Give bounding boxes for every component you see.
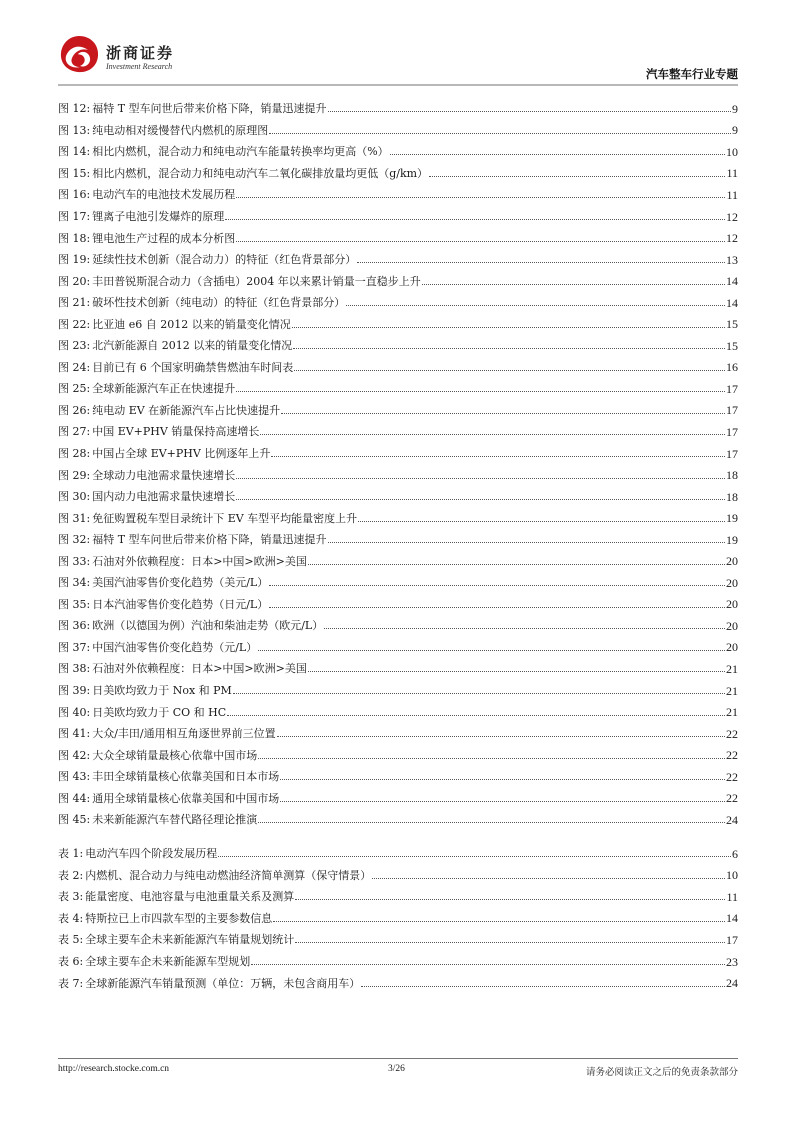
dot-leader bbox=[295, 942, 725, 943]
toc-entry-title: 相比内燃机，混合动力和纯电动汽车能量转换率均更高（%） bbox=[92, 145, 389, 159]
toc-entry-label: 图 31: bbox=[58, 511, 91, 525]
toc-entry-label: 图 18: bbox=[58, 231, 91, 245]
figure-toc-entry[interactable] bbox=[58, 572, 738, 594]
toc-entry-label: 图 33: bbox=[58, 554, 91, 568]
dot-leader bbox=[346, 305, 725, 306]
dot-leader bbox=[233, 693, 725, 694]
table-toc-entry[interactable] bbox=[58, 886, 738, 908]
toc-entry-page: 17 bbox=[726, 424, 738, 439]
toc-entry-title: 丰田全球销量核心依靠美国和日本市场 bbox=[92, 770, 280, 784]
figure-toc-entry[interactable] bbox=[58, 464, 738, 486]
toc-entry-page: 10 bbox=[726, 868, 738, 883]
toc-entry-title: 纯电动 EV 在新能源汽车占比快速提升 bbox=[92, 403, 281, 417]
figure-toc-entry[interactable] bbox=[58, 163, 738, 185]
dot-leader bbox=[294, 370, 725, 371]
toc-entry-title: 大众全球销量最核心依靠中国市场 bbox=[92, 748, 258, 762]
toc-entry-label: 图 16: bbox=[58, 188, 91, 202]
toc-entry-label: 图 36: bbox=[58, 619, 91, 633]
toc-entry-page: 9 bbox=[732, 123, 738, 138]
figure-toc-entry[interactable] bbox=[58, 658, 738, 680]
toc-entry-page: 20 bbox=[726, 618, 738, 633]
toc-entry-label: 图 40: bbox=[58, 705, 91, 719]
toc-entry-label: 表 3: bbox=[58, 890, 84, 904]
toc-entry-page: 15 bbox=[726, 338, 738, 353]
toc-entry-page: 11 bbox=[726, 187, 738, 202]
figure-toc-entry[interactable] bbox=[58, 206, 738, 228]
toc-entry-label: 图 30: bbox=[58, 490, 91, 504]
figure-toc-entry[interactable] bbox=[58, 120, 738, 142]
dot-leader bbox=[236, 197, 725, 198]
figure-toc-entry[interactable] bbox=[58, 249, 738, 271]
toc-entry-label: 图 22: bbox=[58, 317, 91, 331]
figure-toc-entry[interactable] bbox=[58, 313, 738, 335]
dot-leader bbox=[277, 736, 725, 737]
figure-toc-entry[interactable] bbox=[58, 550, 738, 572]
toc-entry-label: 图 44: bbox=[58, 791, 91, 805]
toc-entry-title: 福特 T 型车问世后带来价格下降，销量迅速提升 bbox=[92, 533, 327, 547]
toc-entry-title: 电动汽车四个阶段发展历程 bbox=[85, 847, 218, 861]
figure-toc-entry[interactable] bbox=[58, 292, 738, 314]
toc-entry-title: 美国汽油零售价变化趋势（美元/L） bbox=[92, 576, 269, 590]
footer-disclaimer: 请务必阅读正文之后的免责条款部分 bbox=[585, 1067, 738, 1078]
toc-entry-label: 图 25: bbox=[58, 382, 91, 396]
toc-entry-page: 20 bbox=[726, 640, 738, 655]
figure-toc-entry[interactable] bbox=[58, 637, 738, 659]
toc-entry-page: 19 bbox=[726, 532, 738, 547]
toc-entry-label: 图 26: bbox=[58, 403, 91, 417]
figure-toc-entry[interactable] bbox=[58, 788, 738, 810]
toc-entry-page: 20 bbox=[726, 575, 738, 590]
toc-entry-label: 图 13: bbox=[58, 123, 91, 137]
toc-entry-title: 北汽新能源自 2012 以来的销量变化情况 bbox=[92, 339, 293, 353]
table-toc-entry[interactable] bbox=[58, 865, 738, 887]
toc-entry-title: 福特 T 型车问世后带来价格下降，销量迅速提升 bbox=[92, 102, 327, 116]
toc-entry-label: 图 41: bbox=[58, 727, 91, 741]
dot-leader bbox=[258, 822, 725, 823]
footer-divider bbox=[58, 1058, 738, 1059]
toc-entry-label: 图 28: bbox=[58, 447, 91, 461]
toc-entry-page: 11 bbox=[726, 166, 738, 181]
toc-entry-label: 图 21: bbox=[58, 296, 91, 310]
toc-entry-title: 全球主要车企未来新能源汽车销量规划统计 bbox=[85, 933, 295, 947]
dot-leader bbox=[218, 856, 731, 857]
dot-leader bbox=[273, 921, 725, 922]
toc-entry-page: 22 bbox=[726, 791, 738, 806]
toc-entry-title: 全球新能源汽车正在快速提升 bbox=[92, 382, 236, 396]
dot-leader bbox=[236, 478, 725, 479]
toc-entry-title: 丰田普锐斯混合动力（含插电）2004 年以来累计销量一直稳步上升 bbox=[92, 274, 421, 288]
dot-leader bbox=[293, 348, 725, 349]
toc-entry-label: 图 29: bbox=[58, 468, 91, 482]
toc-entry-label: 表 7: bbox=[58, 976, 84, 990]
toc-entry-label: 图 20: bbox=[58, 274, 91, 288]
toc-entry-label: 图 23: bbox=[58, 339, 91, 353]
toc-entry-title: 电动汽车的电池技术发展历程 bbox=[92, 188, 236, 202]
toc-entry-title: 目前已有 6 个国家明确禁售燃油车时间表 bbox=[92, 360, 294, 374]
toc-entry-page: 21 bbox=[726, 705, 738, 720]
toc-entry-page: 17 bbox=[726, 381, 738, 396]
toc-entry-page: 11 bbox=[726, 889, 738, 904]
toc-entry-title: 全球主要车企未来新能源车型规划 bbox=[85, 955, 251, 968]
dot-leader bbox=[429, 176, 725, 177]
dot-leader bbox=[236, 241, 725, 242]
dot-leader bbox=[295, 899, 725, 900]
toc-entry-title: 纯电动相对缓慢替代内燃机的原理图 bbox=[92, 123, 269, 137]
toc-entry-title: 日本汽油零售价变化趋势（日元/L） bbox=[92, 597, 269, 611]
toc-entry-title: 通用全球销量核心依靠美国和中国市场 bbox=[92, 791, 280, 805]
toc-entry-title: 中国汽油零售价变化趋势（元/L） bbox=[92, 640, 258, 654]
toc-entry-label: 图 17: bbox=[58, 210, 91, 223]
toc-entry-title: 破坏性技术创新（纯电动）的特征（红色背景部分） bbox=[92, 296, 346, 310]
dot-leader bbox=[271, 456, 725, 457]
toc-entry-title: 全球动力电池需求量快速增长 bbox=[92, 468, 236, 482]
table-list bbox=[58, 843, 738, 994]
toc-entry-title: 欧洲（以德国为例）汽油和柴油走势（欧元/L） bbox=[92, 619, 324, 633]
dot-leader bbox=[260, 434, 725, 435]
page-footer bbox=[58, 1064, 738, 1080]
toc-entry-label: 图 42: bbox=[58, 748, 91, 762]
dot-leader bbox=[251, 964, 725, 965]
toc-entry-title: 中国占全球 EV+PHV 比例逐年上升 bbox=[92, 447, 271, 461]
table-toc-entry[interactable] bbox=[58, 972, 738, 994]
dot-leader bbox=[308, 564, 725, 565]
dot-leader bbox=[328, 542, 725, 543]
toc-entry-label: 图 37: bbox=[58, 640, 91, 654]
figure-toc-entry[interactable] bbox=[58, 809, 738, 831]
dot-leader bbox=[324, 628, 725, 629]
figure-toc-entry[interactable] bbox=[58, 421, 738, 443]
dot-leader bbox=[358, 521, 725, 522]
toc-entry-page: 13 bbox=[726, 252, 738, 267]
figure-toc-entry[interactable] bbox=[58, 701, 738, 723]
toc-entry-title: 比亚迪 e6 自 2012 以来的销量变化情况 bbox=[92, 317, 291, 331]
toc-entry-page: 23 bbox=[726, 954, 738, 969]
report-title: 汽车整车行业专题 bbox=[646, 67, 738, 81]
figure-list bbox=[58, 98, 738, 831]
toc-entry-page: 15 bbox=[726, 317, 738, 332]
dot-leader bbox=[357, 262, 725, 263]
toc-entry-page: 10 bbox=[726, 144, 738, 159]
toc-entry-title: 大众/丰田/通用相互角逐世界前三位置 bbox=[92, 727, 276, 741]
toc-entry-label: 表 6: bbox=[58, 955, 84, 968]
figure-toc-entry[interactable] bbox=[58, 766, 738, 788]
toc-entry-page: 24 bbox=[726, 812, 738, 827]
toc-entry-title: 国内动力电池需求量快速增长 bbox=[92, 490, 236, 504]
dot-leader bbox=[361, 986, 725, 987]
toc-entry-title: 相比内燃机，混合动力和纯电动汽车二氧化碳排放量均更低（g/km） bbox=[92, 166, 429, 180]
toc-entry-page: 14 bbox=[726, 911, 738, 926]
toc-entry-title: 锂电池生产过程的成本分析图 bbox=[92, 231, 236, 245]
toc-entry-page: 9 bbox=[732, 101, 738, 116]
toc-entry-title: 日美欧均致力于 CO 和 HC bbox=[92, 705, 227, 719]
toc-entry-label: 表 5: bbox=[58, 933, 84, 947]
toc-entry-page: 20 bbox=[726, 554, 738, 569]
figure-toc-entry[interactable] bbox=[58, 680, 738, 702]
dot-leader bbox=[328, 111, 731, 112]
toc-entry-title: 全球新能源汽车销量预测（单位：万辆，未包含商用车） bbox=[85, 976, 361, 990]
toc-entry-label: 表 2: bbox=[58, 868, 84, 882]
toc-entry-title: 延续性技术创新（混合动力）的特征（红色背景部分） bbox=[92, 253, 357, 267]
toc-entry-page: 12 bbox=[726, 231, 738, 246]
toc-entry-label: 表 4: bbox=[58, 911, 84, 925]
logo-english-name: Investment Research bbox=[106, 62, 173, 71]
figure-toc-entry[interactable] bbox=[58, 335, 738, 357]
toc-entry-page: 22 bbox=[726, 769, 738, 784]
toc-entry-page: 6 bbox=[732, 846, 738, 861]
toc-entry-page: 17 bbox=[726, 403, 738, 418]
toc-entry-page: 21 bbox=[726, 683, 738, 698]
figure-toc-entry[interactable] bbox=[58, 378, 738, 400]
figure-toc-entry[interactable] bbox=[58, 744, 738, 766]
dot-leader bbox=[281, 413, 725, 414]
figure-toc-entry[interactable] bbox=[58, 507, 738, 529]
figure-toc-entry[interactable] bbox=[58, 615, 738, 637]
toc-entry-page: 19 bbox=[726, 511, 738, 526]
toc-entry-title: 中国 EV+PHV 销量保持高速增长 bbox=[92, 425, 260, 439]
toc-entry-label: 图 39: bbox=[58, 684, 91, 698]
toc-entry-label: 图 38: bbox=[58, 662, 91, 676]
dot-leader bbox=[390, 154, 725, 155]
toc-entry-label: 图 19: bbox=[58, 253, 91, 267]
footer-url[interactable]: http://research.stocke.com.cn bbox=[58, 1064, 170, 1074]
toc-entry-label: 图 15: bbox=[58, 166, 91, 180]
toc-entry-label: 图 43: bbox=[58, 770, 91, 784]
dot-leader bbox=[372, 878, 725, 879]
figure-toc-entry[interactable] bbox=[58, 357, 738, 379]
toc-entry-page: 21 bbox=[726, 661, 738, 676]
dot-leader bbox=[236, 391, 725, 392]
toc-entry-page: 20 bbox=[726, 597, 738, 612]
toc-entry-page: 17 bbox=[726, 446, 738, 461]
table-toc-entry[interactable] bbox=[58, 843, 738, 865]
toc-entry-page: 17 bbox=[726, 932, 738, 947]
table-toc-entry[interactable] bbox=[58, 908, 738, 930]
toc-entry-title: 日美欧均致力于 Nox 和 PM bbox=[92, 684, 232, 698]
dot-leader bbox=[225, 219, 725, 220]
figure-toc-entry[interactable] bbox=[58, 184, 738, 206]
dot-leader bbox=[292, 327, 725, 328]
toc-entry-page: 16 bbox=[726, 360, 738, 375]
dot-leader bbox=[269, 133, 731, 134]
table-toc-entry[interactable] bbox=[58, 951, 738, 973]
toc-entry-label: 图 35: bbox=[58, 597, 91, 611]
toc-entry-title: 石油对外依赖程度：日本>中国>欧洲>美国 bbox=[92, 554, 307, 568]
figure-toc-entry[interactable] bbox=[58, 594, 738, 616]
toc-entry-page: 24 bbox=[726, 976, 738, 991]
figure-toc-entry[interactable] bbox=[58, 141, 738, 163]
figure-toc-entry[interactable] bbox=[58, 443, 738, 465]
toc-entry-page: 14 bbox=[726, 274, 738, 289]
dot-leader bbox=[258, 650, 725, 651]
logo-icon bbox=[58, 34, 100, 74]
toc-entry-label: 图 14: bbox=[58, 145, 91, 159]
toc-entry-page: 22 bbox=[726, 726, 738, 741]
figure-toc-entry[interactable] bbox=[58, 529, 738, 551]
dot-leader bbox=[308, 671, 725, 672]
figure-toc-entry[interactable] bbox=[58, 270, 738, 292]
page-number: 3/26 bbox=[388, 1064, 405, 1074]
figure-toc-entry[interactable] bbox=[58, 723, 738, 745]
header-divider bbox=[58, 84, 738, 86]
dot-leader bbox=[280, 801, 725, 802]
toc-entry-label: 图 32: bbox=[58, 533, 91, 547]
toc-entry-title: 特斯拉已上市四款车型的主要参数信息 bbox=[85, 911, 273, 925]
toc-entry-page: 18 bbox=[726, 489, 738, 504]
toc-entry-label: 图 34: bbox=[58, 576, 91, 590]
logo-chinese-name: 浙商证券 bbox=[106, 44, 175, 62]
page-header bbox=[58, 34, 738, 84]
toc-entry-page: 22 bbox=[726, 748, 738, 763]
toc-entry-page: 18 bbox=[726, 468, 738, 483]
toc-entry-title: 石油对外依赖程度：日本>中国>欧洲>美国 bbox=[92, 662, 307, 676]
toc-entry-label: 图 27: bbox=[58, 425, 91, 439]
toc-entry-label: 图 24: bbox=[58, 360, 91, 374]
figure-toc-entry[interactable] bbox=[58, 98, 738, 120]
figure-toc-entry[interactable] bbox=[58, 400, 738, 422]
dot-leader bbox=[227, 715, 725, 716]
dot-leader bbox=[269, 585, 725, 586]
dot-leader bbox=[269, 607, 725, 608]
toc-entry-page: 12 bbox=[726, 209, 738, 224]
toc-entry-title: 能量密度、电池容量与电池重量关系及测算 bbox=[85, 890, 295, 904]
table-toc-entry[interactable] bbox=[58, 929, 738, 951]
toc-entry-page: 14 bbox=[726, 295, 738, 310]
toc-entry-label: 图 45: bbox=[58, 813, 91, 827]
figure-toc-entry[interactable] bbox=[58, 227, 738, 249]
figure-toc-entry[interactable] bbox=[58, 486, 738, 508]
toc-entry-label: 表 1: bbox=[58, 847, 84, 861]
dot-leader bbox=[236, 499, 725, 500]
toc-entry-title: 免征购置税车型目录统计下 EV 车型平均能量密度上升 bbox=[92, 511, 358, 525]
dot-leader bbox=[258, 758, 725, 759]
toc-entry-title: 内燃机、混合动力与纯电动燃油经济简单测算（保守情景） bbox=[85, 868, 372, 882]
toc-entry-label: 图 12: bbox=[58, 102, 91, 116]
dot-leader bbox=[280, 779, 725, 780]
toc-entry-title: 未来新能源汽车替代路径理论推演 bbox=[92, 813, 258, 827]
toc-entry-title: 锂离子电池引发爆炸的原理 bbox=[92, 210, 225, 223]
dot-leader bbox=[422, 284, 725, 285]
